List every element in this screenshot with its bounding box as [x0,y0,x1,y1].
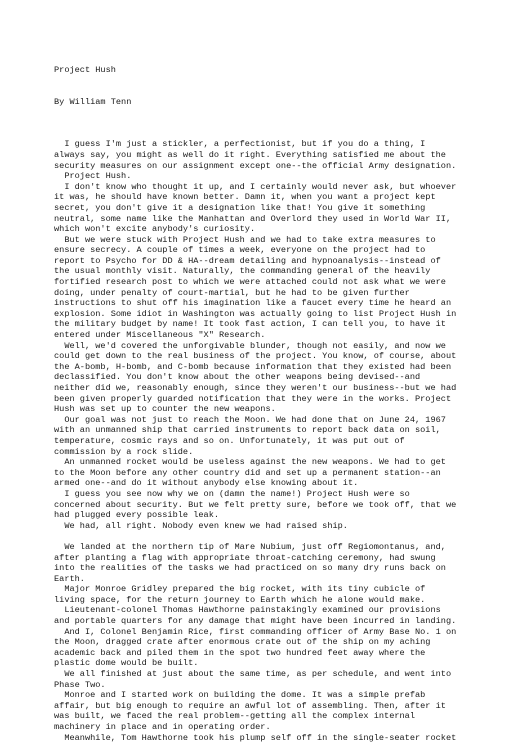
text-line: Meanwhile, Tom Hawthorne took his plump self off in the single-seater rocket [54,732,457,743]
text-line: Hush was set up to counter the new weapons. [54,404,276,415]
text-line: But we were stuck with Project Hush and we had to take extra measures to [54,234,436,245]
text-line: secret, you don't give it a designation like that! You give it something [54,202,426,213]
text-line: could get down to the real business of the project. You know, of course, about [54,351,457,362]
text-line: concerned about security. But we felt pretty sure, before we took off, that we [54,499,457,510]
text-line: affair, but big enough to require an awful lot of assembling. Then, after it [54,700,446,711]
text-line: armed one--and do it without anybody else knowing about it. [54,478,359,489]
text-line: neither did we, reasonably enough, since they weren't our business--but we had [54,383,457,393]
text-line: commission by a rock slide. [54,446,194,457]
text-line: it was, he should have known better. Damn it, when you want a project kept [54,192,436,203]
text-line: the usual monthly visit. Naturally, the commanding general of the heavily [54,266,431,277]
text-line: report to Psycho for DD & HA--dream detailing and hypnoanalysis--instead of [54,255,441,266]
text-line: the A-bomb, H-bomb, and C-bomb because information that they existed had been [54,361,452,372]
text-line: instructions to shut off his imagination like a faucet every time he heard an [54,298,452,309]
text-line: Major Monroe Gridley prepared the big rocket, with its tiny cubicle of [54,584,426,595]
text-line: fortified research post to which we were attached could not ask what we were [54,277,446,288]
text-line: Monroe and I started work on building the dome. It was a simple prefab [54,690,426,701]
text-line: machinery in place and in operating order. [54,722,271,732]
text-line: Phase Two. [54,679,106,690]
text-line: academic back and piled them in the spot two hundred feet away where the [54,647,426,658]
text-line: explosion. Some idiot in Washington was actually going to list Project Hush in [54,308,457,319]
text-line: We landed at the northern tip of Mare Nubium, just off Regiomontanus, and, [54,541,446,552]
text-line: Earth. [54,573,85,584]
text-line: which won't excite anybody's curiosity. [54,224,256,235]
text-line: after planting a flag with appropriate throat-catching ceremony, had swung [54,552,436,563]
text-line: We all finished at just about the same time, as per schedule, and went into [54,669,452,680]
text-line: always say, you might as well do it right. Everything satisfied me about the [54,149,446,160]
text-line: We had, all right. Nobody even knew we had raised ship. [54,520,348,531]
text-line: ensure secrecy. A couple of times a week, everyone on the project had to [54,245,426,256]
text-line: neutral, some name like the Manhattan and Overlord they used in World War II, [54,213,452,224]
text-line: Lieutenant-colonel Thomas Hawthorne painstakingly examined our provisions [54,605,441,616]
text-line: I guess you see now why we on (damn the name!) Project Hush were so [54,488,410,499]
text-line: Project Hush. [54,171,132,182]
text-line: was built, we faced the real problem--getting all the complex internal [54,711,415,722]
text-line: I don't know who thought it up, and I certainly would never ask, but whoever [54,181,457,192]
blank-line [54,531,474,542]
text-line: I guess I'm just a stickler, a perfectionist, but if you do a thing, I [54,139,426,150]
text-line: temperature, cosmic rays and so on. Unfortunately, it was put out of [54,435,405,446]
text-line: security measures on our assignment except one--the official Army designation. [54,160,457,171]
text-line: An unmanned rocket would be useless against the new weapons. We had to get [54,457,446,468]
text-line: living space, for the return journey to Earth which he alone would make. [54,594,426,605]
text-line: Well, we'd covered the unforgivable blunder, though not easily, and now we [54,340,446,351]
story-title: Project Hush [54,65,116,76]
text-line: doing, under penalty of court-martial, but he had to be given further [54,287,410,298]
text-line: the military budget by name! It took fast action, I can tell you, to have it [54,319,446,330]
blank-line [54,129,474,140]
text-line: and portable quarters for any damage that might have been incurred in landing. [54,616,457,627]
text-line: into the realities of the tasks we had practiced on so many dry runs back on [54,563,446,574]
story-byline: By William Tenn [54,96,132,107]
story-text [54,44,474,743]
text-line: to the Moon before any other country did and set up a permanent station--an [54,467,441,478]
text-line: declassified. You don't know about the other weapons being devised--and [54,372,421,383]
text-line: had plugged every possible leak. [54,510,220,521]
text-line: been given properly guarded notification that they were in the works. Project [54,393,452,404]
text-line: the Moon, dragged crate after enormous crate out of the ship on my aching [54,637,431,648]
text-line: plastic dome would be built. [54,658,199,669]
text-line: Our goal was not just to reach the Moon. We had done that on June 24, 1967 [54,414,446,425]
text-line: And I, Colonel Benjamin Rice, first commanding officer of Army Base No. 1 on [54,626,457,637]
text-line: with an unmanned ship that carried instruments to report back data on soil, [54,425,441,436]
text-line: entered under Miscellaneous "X" Research. [54,330,266,341]
